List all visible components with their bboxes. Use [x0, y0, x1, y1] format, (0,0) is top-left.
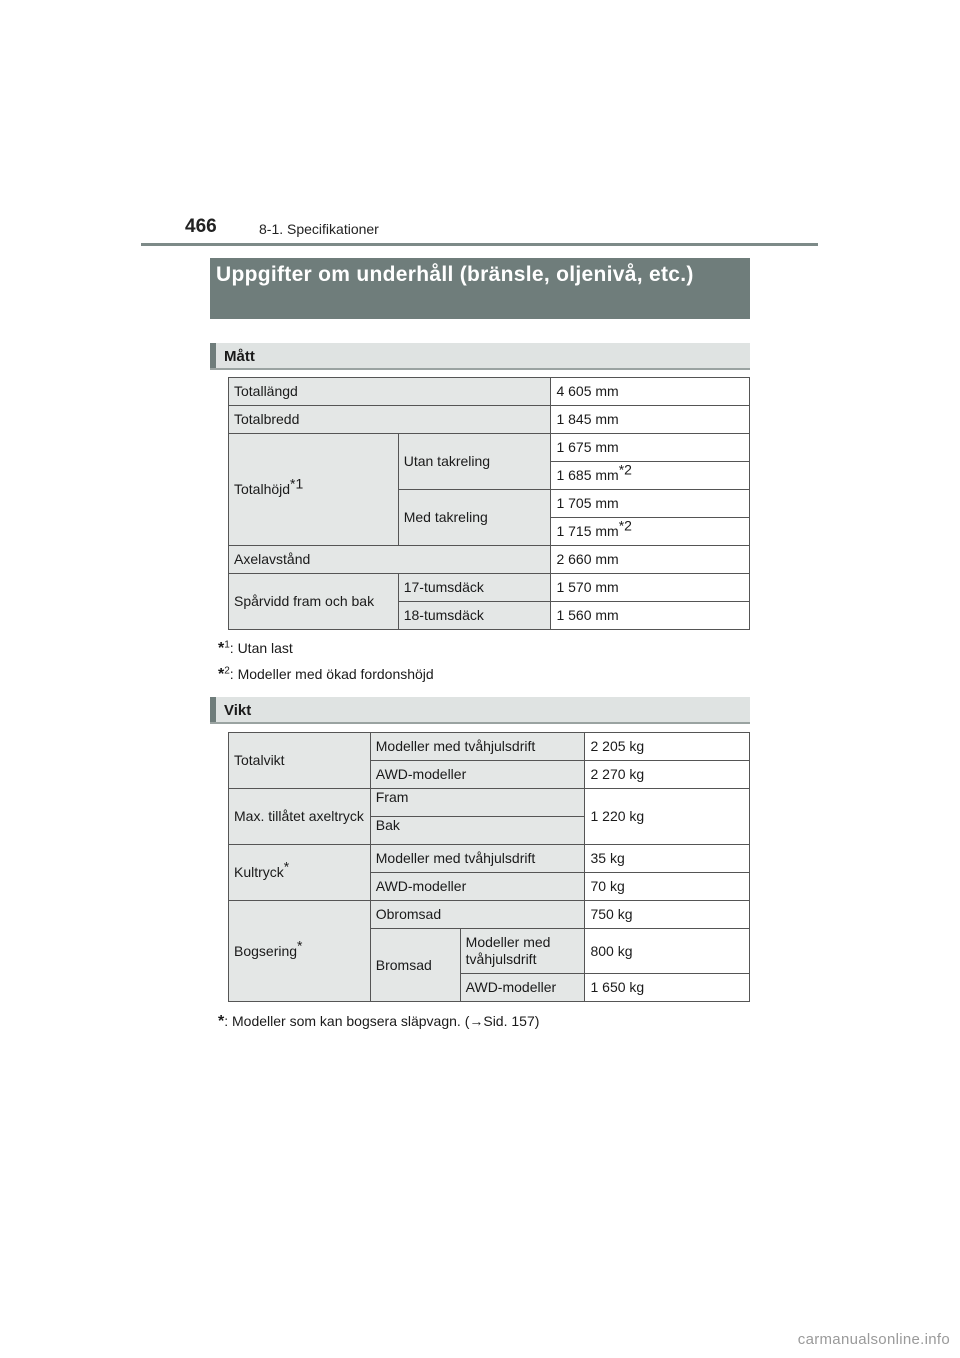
axle-load-label: Max. tillåtet axeltryck	[229, 789, 371, 845]
page-reference-link[interactable]: Sid. 157)	[483, 1013, 540, 1029]
table-row	[229, 546, 750, 574]
ball-load-cell	[229, 845, 371, 901]
section-title: 8-1. Specifikationer	[259, 221, 379, 237]
track-label: Spårvidd fram och bak	[229, 574, 399, 630]
table-row	[229, 434, 750, 462]
towing-label: Bogsering	[234, 942, 298, 959]
without-rails-label: Utan takreling	[398, 434, 551, 490]
dimensions-heading	[210, 343, 750, 370]
footnote-text: : Modeller som kan bogsera släpvagn. (	[224, 1013, 470, 1029]
track-17-label: 17-tumsdäck	[398, 574, 551, 602]
heading-accent-bar	[210, 697, 216, 722]
table-row	[229, 406, 750, 434]
table-row	[229, 733, 750, 761]
unbraked-label: Obromsad	[370, 901, 585, 929]
without-rails-value-1: 1 675 mm	[551, 434, 750, 462]
total-height-cell	[229, 434, 399, 546]
table-row	[229, 574, 750, 602]
axle-rear-label: Bak	[370, 817, 585, 845]
heading-accent-bar	[210, 343, 216, 368]
page-number: 466	[185, 216, 217, 237]
footnote-text: : Modeller med ökad fordonshöjd	[229, 666, 434, 682]
footnote-marker: *	[283, 858, 290, 875]
with-rails-label: Med takreling	[398, 490, 551, 546]
total-weight-awd-label: AWD-modeller	[370, 761, 585, 789]
ball-load-awd-value: 70 kg	[585, 873, 750, 901]
footnote-2	[218, 666, 434, 684]
total-length-value: 4 605 mm	[551, 378, 750, 406]
weight-heading	[210, 697, 750, 724]
unbraked-value: 750 kg	[585, 901, 750, 929]
footnote-marker: *	[297, 936, 303, 953]
with-rails-value-1: 1 705 mm	[551, 490, 750, 518]
braked-awd-label: AWD-modeller	[460, 974, 585, 1002]
footnote-marker: *1	[290, 475, 304, 492]
total-width-value: 1 845 mm	[551, 406, 750, 434]
table-row	[229, 845, 750, 873]
without-rails-value-2: 1 685 mm	[556, 467, 619, 483]
track-18-label: 18-tumsdäck	[398, 602, 551, 630]
footnote-star: *	[218, 666, 225, 683]
table-row	[229, 789, 750, 817]
braked-twd-label: Modeller med tvåhjulsdrift	[460, 929, 585, 974]
total-width-label: Totalbredd	[229, 406, 551, 434]
footnote-marker: *2	[618, 461, 632, 478]
dimensions-table	[228, 377, 750, 630]
main-heading: Uppgifter om underhåll (bränsle, oljenivå, etc.)	[210, 258, 750, 319]
total-weight-twd-label: Modeller med tvåhjulsdrift	[370, 733, 585, 761]
dimensions-heading-label: Mått	[224, 348, 255, 365]
axle-load-value: 1 220 kg	[585, 789, 750, 845]
ball-load-label: Kultryck	[234, 864, 284, 880]
watermark: carmanualsonline.info	[797, 1331, 950, 1348]
footnote-1	[218, 640, 293, 658]
total-length-label: Totallängd	[229, 378, 551, 406]
braked-twd-value: 800 kg	[585, 929, 750, 974]
braked-label: Bromsad	[370, 929, 460, 1002]
braked-awd-value: 1 650 kg	[585, 974, 750, 1002]
with-rails-value-2-cell	[551, 518, 750, 546]
total-height-label: Totalhöjd	[234, 481, 291, 497]
footnote-towing	[218, 1013, 539, 1031]
with-rails-value-2: 1 715 mm	[556, 523, 619, 539]
wheelbase-value: 2 660 mm	[551, 546, 750, 574]
track-17-value: 1 570 mm	[551, 574, 750, 602]
footnote-number: 1	[224, 639, 230, 651]
without-rails-value-2-cell	[551, 462, 750, 490]
footnote-number: 2	[224, 665, 230, 677]
towing-cell	[229, 901, 371, 1002]
ball-load-twd-value: 35 kg	[585, 845, 750, 873]
footnote-marker: *2	[618, 517, 632, 534]
total-weight-label: Totalvikt	[229, 733, 371, 789]
ball-load-awd-label: AWD-modeller	[370, 873, 585, 901]
weight-heading-label: Vikt	[224, 702, 252, 719]
footnote-star: *	[218, 1013, 225, 1030]
axle-front-label: Fram	[370, 789, 585, 817]
table-row	[229, 901, 750, 929]
wheelbase-label: Axelavstånd	[229, 546, 551, 574]
footnote-text: : Utan last	[229, 640, 293, 656]
header-divider	[141, 243, 818, 246]
ball-load-twd-label: Modeller med tvåhjulsdrift	[370, 845, 585, 873]
total-weight-twd-value: 2 205 kg	[585, 733, 750, 761]
footnote-star: *	[218, 640, 225, 657]
total-weight-awd-value: 2 270 kg	[585, 761, 750, 789]
track-18-value: 1 560 mm	[551, 602, 750, 630]
weight-table	[228, 732, 750, 1002]
arrow-icon: →	[469, 1013, 484, 1029]
table-row	[229, 378, 750, 406]
